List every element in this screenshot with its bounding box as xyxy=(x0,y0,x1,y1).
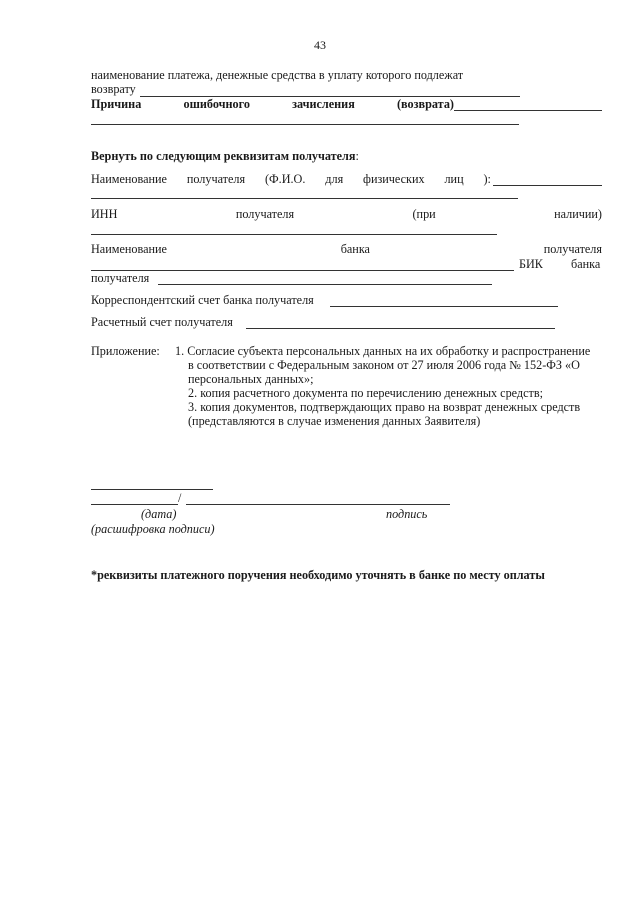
date-caption: (дата) xyxy=(141,507,177,521)
payment-name-label-line1: наименование платежа, денежные средства в уплату которого подлежат xyxy=(91,68,464,82)
recipient-name-word: Наименование xyxy=(91,172,167,186)
signature-slash: / xyxy=(178,491,182,505)
bank-name-word: банка xyxy=(340,242,370,256)
return-heading-colon: : xyxy=(355,149,359,163)
reason-word: (возврата) xyxy=(397,97,454,111)
payment-name-label-line2: возврату xyxy=(91,82,136,96)
appendix-label: Приложение: xyxy=(91,344,160,358)
reason-field-continuation[interactable] xyxy=(91,124,519,125)
date-field[interactable] xyxy=(91,504,178,505)
appendix-item-1: 1. Согласие субъекта персональных данных на их обработку и распространение xyxy=(175,344,591,358)
bik-bank-word: банка xyxy=(571,257,601,271)
signature-field[interactable] xyxy=(186,504,450,505)
appendix-item-1-line-2: в соответствии с Федеральным законом от 27 июля 2006 года № 152-ФЗ «О xyxy=(188,358,580,372)
signature-decoding-caption: (расшифровка подписи) xyxy=(91,522,215,536)
settlement-account-field[interactable] xyxy=(246,328,555,329)
recipient-name-word: получателя xyxy=(186,172,246,186)
appendix-item-3: 3. копия документов, подтверждающих право на возврат денежных средств xyxy=(188,400,581,414)
bank-name-word: получателя xyxy=(543,242,602,256)
inn-word: наличии) xyxy=(554,207,602,221)
bank-name-word: Наименование xyxy=(91,242,167,256)
reason-word: ошибочного xyxy=(183,97,250,111)
reason-label xyxy=(91,97,454,112)
bank-name-field[interactable] xyxy=(91,270,514,271)
recipient-name-word: для xyxy=(325,172,344,186)
reason-word: зачисления xyxy=(292,97,355,111)
recipient-name-field-continuation[interactable] xyxy=(91,198,518,199)
inn-word: (при xyxy=(412,207,436,221)
inn-label xyxy=(91,207,602,222)
recipient-name-word: ): xyxy=(483,172,491,186)
return-requisites-heading xyxy=(91,149,359,164)
recipient-name-word: (Ф.И.О. xyxy=(264,172,306,186)
appendix-item-2: 2. копия расчетного документа по перечислению денежных средств; xyxy=(188,386,544,400)
bik-field[interactable] xyxy=(158,284,492,285)
reason-word: Причина xyxy=(91,97,142,111)
recipient-name-field[interactable] xyxy=(493,185,602,186)
bik-label: БИК xyxy=(519,257,543,271)
footnote: *реквизиты платежного поручения необходимо уточнять в банке по месту оплаты xyxy=(91,568,545,582)
recipient-name-word: физических xyxy=(363,172,425,186)
recipient-name-label xyxy=(91,172,491,187)
page-number: 43 xyxy=(314,38,326,52)
bank-name-label xyxy=(91,242,602,257)
reason-field[interactable] xyxy=(454,110,602,111)
recipient-name-word: лиц xyxy=(444,172,464,186)
return-heading-text: Вернуть по следующим реквизитам получателя xyxy=(91,149,356,163)
corr-account-field[interactable] xyxy=(330,306,558,307)
signature-caption: подпись xyxy=(386,507,428,521)
settlement-account-label: Расчетный счет получателя xyxy=(91,315,233,329)
appendix-item-3-line-2: (представляются в случае изменения данных Заявителя) xyxy=(188,414,481,428)
corr-account-label: Корреспондентский счет банка получателя xyxy=(91,293,314,307)
inn-word: ИНН xyxy=(91,207,118,221)
appendix-item-1-line-3: персональных данных»; xyxy=(188,372,314,386)
inn-field[interactable] xyxy=(91,234,497,235)
date-field-top[interactable] xyxy=(91,489,213,490)
inn-word: получателя xyxy=(235,207,295,221)
bik-recipient-word: получателя xyxy=(91,271,150,285)
